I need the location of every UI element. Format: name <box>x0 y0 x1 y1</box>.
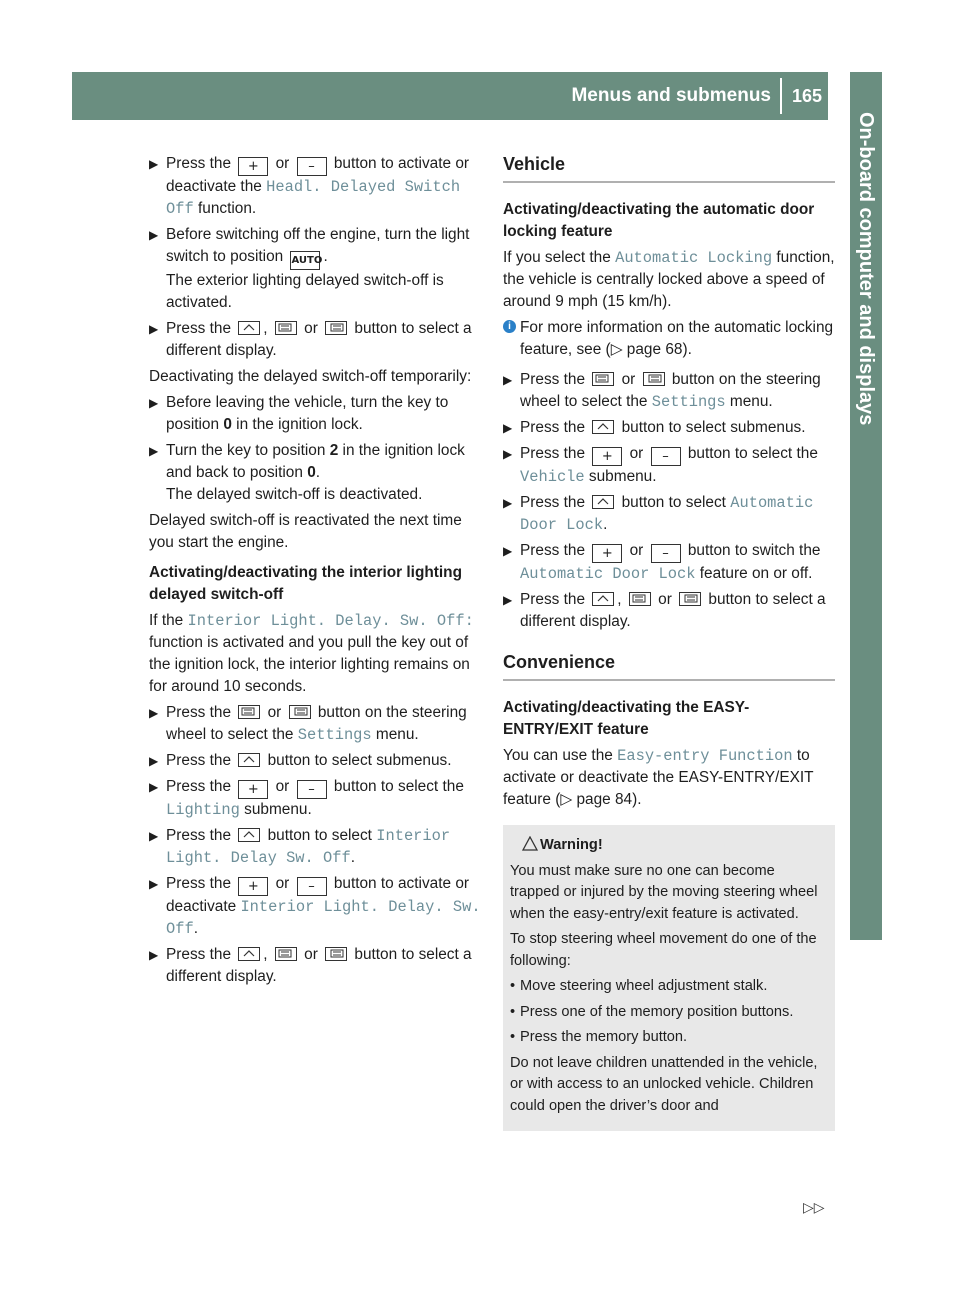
step-arrow-icon: ▶ <box>149 754 159 768</box>
paragraph: Delayed switch-off is reactivated the next time you start the engine. <box>149 512 462 551</box>
plus-button-icon: + <box>592 544 622 563</box>
text: function, the vehicle is centrally locked above a speed of around 9 mph (15 km/h). <box>503 249 835 310</box>
subheading: Activating/deactivating the interior lighting delayed switch-off <box>149 564 462 603</box>
text: . <box>193 920 198 937</box>
plus-button-icon: + <box>592 447 622 466</box>
step-item <box>149 440 481 506</box>
step-item <box>149 224 481 314</box>
step-item <box>149 776 481 821</box>
step-arrow-icon: ▶ <box>149 396 159 410</box>
text: Press the <box>166 155 236 172</box>
text: Press the <box>520 494 590 511</box>
step-item <box>149 750 481 772</box>
step-item <box>149 873 481 940</box>
text: Press the <box>520 371 590 388</box>
step-arrow-icon: ▶ <box>503 496 513 510</box>
text: submenu. <box>584 468 657 485</box>
text: Before leaving the vehicle, turn the key to position <box>166 394 449 433</box>
step-item <box>503 492 835 536</box>
info-note <box>503 317 835 361</box>
menu-item-name: Automatic Door Lock <box>520 565 696 583</box>
text: You can use the <box>503 747 618 764</box>
warning-heading <box>510 835 828 857</box>
key-position: 2 <box>329 442 339 459</box>
text: Press the <box>166 778 236 795</box>
text: , <box>617 591 626 608</box>
result-text: The delayed switch-off is deactivated. <box>166 486 423 503</box>
text: to activate or deactivate the EASY-ENTRY/EXIT feature ( <box>503 747 814 808</box>
step-item <box>149 318 481 362</box>
text: Press the <box>520 419 590 436</box>
text: button on the steering wheel to select the <box>520 371 821 410</box>
step-item <box>503 369 835 413</box>
phone-icon <box>238 947 260 961</box>
side-tab-text: On-board computer and displays <box>855 112 877 426</box>
step-arrow-icon: ▶ <box>149 322 159 336</box>
text: function is activated and you pull the key out of the ignition lock, the interior lighting remains on for around 10 seconds. <box>149 634 470 695</box>
step-item <box>503 417 835 439</box>
warning-bullet <box>510 1002 828 1024</box>
auto-icon: AUTO <box>290 251 320 270</box>
paragraph: Deactivating the delayed switch-off temporarily: <box>149 368 472 385</box>
menu-item-name: Vehicle <box>520 468 585 486</box>
text: Turn the key to position <box>166 442 330 459</box>
text: button to select submenus. <box>617 419 806 436</box>
text: If you select the <box>503 249 616 266</box>
text: feature on or off. <box>695 565 813 582</box>
text: Press the <box>166 946 236 963</box>
text: or <box>299 320 323 337</box>
text: If the <box>149 612 188 629</box>
text: menu. <box>371 726 419 743</box>
phone-icon <box>238 828 260 842</box>
text: button to select the <box>329 778 464 795</box>
text: Press the <box>166 752 236 769</box>
display-icon-right <box>643 372 665 386</box>
text: or <box>653 591 677 608</box>
text: For more information on the automatic locking feature, see ( <box>520 319 834 358</box>
phone-icon <box>238 753 260 767</box>
text: or <box>617 371 640 388</box>
step-arrow-icon: ▶ <box>503 447 513 461</box>
side-tab-label <box>850 112 882 842</box>
display-icon-left <box>592 372 614 386</box>
page-ref-arrow: ▷ <box>560 791 573 808</box>
minus-button-icon: – <box>297 877 327 896</box>
text: button to select a different display. <box>166 320 472 359</box>
minus-button-icon: – <box>297 157 327 176</box>
text: Press the <box>166 827 236 844</box>
display-icon-right <box>325 321 347 335</box>
step-item <box>149 825 481 869</box>
section-title: Convenience <box>503 651 835 681</box>
step-arrow-icon: ▶ <box>149 948 159 962</box>
bullet-dot: • <box>510 1003 516 1020</box>
warning-bullet <box>510 1027 828 1049</box>
subheading: Activating/deactivating the EASY-ENTRY/EXIT feature <box>503 699 750 738</box>
plus-button-icon: + <box>238 157 268 176</box>
text: button to select a different display. <box>166 946 472 985</box>
text: . <box>323 248 328 265</box>
menu-item-name: Settings <box>297 726 372 744</box>
page-ref-arrow: ▷ <box>610 341 623 358</box>
section-title: Vehicle <box>503 153 835 183</box>
text: Press the <box>166 704 236 721</box>
step-item <box>503 443 835 488</box>
text: or <box>263 704 286 721</box>
step-arrow-icon: ▶ <box>149 157 159 171</box>
display-icon-left <box>275 321 297 335</box>
warning-paragraph: To stop steering wheel movement do one of the following: <box>510 931 817 969</box>
header-band <box>72 72 828 120</box>
side-tab-marker <box>850 880 882 910</box>
text: button to select <box>617 494 731 511</box>
bullet-text: Press the memory button. <box>520 1029 688 1045</box>
text: or <box>271 155 294 172</box>
warning-paragraph: You must make sure no one can become trapped or injured by the moving steering wheel when the easy-entry/exit feature is activated. <box>510 862 818 922</box>
paragraph <box>149 610 481 698</box>
step-arrow-icon: ▶ <box>503 593 513 607</box>
text: in the ignition lock. <box>231 416 363 433</box>
display-icon-left <box>629 592 651 606</box>
display-icon-left <box>238 705 260 719</box>
text: or <box>271 875 294 892</box>
text: . <box>603 516 608 533</box>
paragraph <box>503 745 835 811</box>
text: button to select a different display. <box>520 591 826 630</box>
text: Press the <box>520 445 590 462</box>
step-arrow-icon: ▶ <box>149 706 159 720</box>
text: or <box>271 778 294 795</box>
phone-icon <box>592 495 614 509</box>
result-text: The exterior lighting delayed switch-off is activated. <box>166 272 444 311</box>
step-item <box>503 540 835 585</box>
menu-item-name: Settings <box>651 393 726 411</box>
text: button to select submenus. <box>263 752 452 769</box>
step-item <box>149 392 481 436</box>
menu-item-name: Headl. Delayed Switch Off <box>166 178 461 218</box>
text: Before switching off the engine, turn the light switch to position <box>166 226 470 265</box>
menu-item-name: Interior Light. Delay. Sw. Off <box>166 898 481 938</box>
text: , <box>263 320 272 337</box>
bullet-dot: • <box>510 1029 516 1045</box>
menu-item-name: Automatic Locking <box>615 249 773 267</box>
text: button to select the <box>683 445 818 462</box>
info-icon: i <box>503 320 516 333</box>
text: Press the <box>520 542 590 559</box>
text: . <box>350 849 355 866</box>
minus-button-icon: – <box>297 780 327 799</box>
menu-item-name: Interior Light. Delay. Sw. Off: <box>187 612 474 630</box>
plus-button-icon: + <box>238 877 268 896</box>
text: function. <box>193 200 257 217</box>
subheading: Activating/deactivating the automatic door locking feature <box>503 201 815 240</box>
text: page 84). <box>572 791 642 808</box>
step-arrow-icon: ▶ <box>503 373 513 387</box>
step-arrow-icon: ▶ <box>149 444 159 458</box>
warning-title: Warning! <box>540 837 603 853</box>
text: button to select <box>263 827 377 844</box>
minus-button-icon: – <box>651 447 681 466</box>
text: or <box>299 946 323 963</box>
warning-box <box>503 825 835 1131</box>
text: in the ignition lock and back to position <box>166 442 465 481</box>
text: . <box>315 464 321 481</box>
text: button on the steering wheel to select the <box>166 704 467 743</box>
menu-item-name: Interior Light. Delay Sw. Off <box>166 827 451 867</box>
step-arrow-icon: ▶ <box>149 228 159 242</box>
text: button to activate or deactivate the <box>166 155 470 195</box>
key-position: 0 <box>223 416 232 433</box>
step-item <box>149 153 481 220</box>
paragraph <box>503 247 835 313</box>
key-position: 0 <box>307 464 316 481</box>
step-arrow-icon: ▶ <box>503 421 513 435</box>
text: Press the <box>166 320 236 337</box>
menu-item-name: Automatic Door Lock <box>520 494 814 534</box>
warning-bullet <box>510 976 828 998</box>
menu-item-name: Lighting <box>166 801 240 819</box>
step-item <box>149 944 481 988</box>
phone-icon <box>592 420 614 434</box>
minus-button-icon: – <box>651 544 681 563</box>
warning-triangle-icon <box>522 836 538 851</box>
bullet-text: Press one of the memory position buttons. <box>520 1003 794 1020</box>
text: or <box>625 542 648 559</box>
step-arrow-icon: ▶ <box>149 780 159 794</box>
page-number: 165 <box>791 86 822 106</box>
left-column <box>149 153 481 992</box>
warning-paragraph: Do not leave children unattended in the vehicle, or with access to an unlocked vehicle. Children could open the driver’s door and <box>510 1054 818 1114</box>
plus-button-icon: + <box>238 780 268 799</box>
menu-item-name: Easy-entry Function <box>617 747 793 765</box>
text: button to activate or deactivate <box>166 875 470 915</box>
display-icon-right <box>289 705 311 719</box>
header-separator <box>780 78 782 114</box>
display-icon-right <box>325 947 347 961</box>
text: menu. <box>725 393 773 410</box>
text: Press the <box>166 875 236 892</box>
display-icon-right <box>679 592 701 606</box>
text: Press the <box>520 591 590 608</box>
step-item <box>149 702 481 746</box>
text: , <box>263 946 272 963</box>
bullet-dot: • <box>510 978 516 994</box>
page-title: Menus and submenus <box>571 85 771 106</box>
bullet-text: Move steering wheel adjustment stalk. <box>520 978 768 994</box>
text: button to switch the <box>683 542 821 559</box>
continue-marker: ▷▷ <box>803 1199 825 1215</box>
phone-icon <box>592 592 614 606</box>
phone-icon <box>238 321 260 335</box>
display-icon-left <box>275 947 297 961</box>
text: submenu. <box>239 801 312 818</box>
text: page 68). <box>622 341 692 358</box>
step-item <box>503 589 835 633</box>
text: or <box>625 445 648 462</box>
step-arrow-icon: ▶ <box>149 877 159 891</box>
step-arrow-icon: ▶ <box>149 829 159 843</box>
right-column <box>503 153 835 1131</box>
step-arrow-icon: ▶ <box>503 544 513 558</box>
